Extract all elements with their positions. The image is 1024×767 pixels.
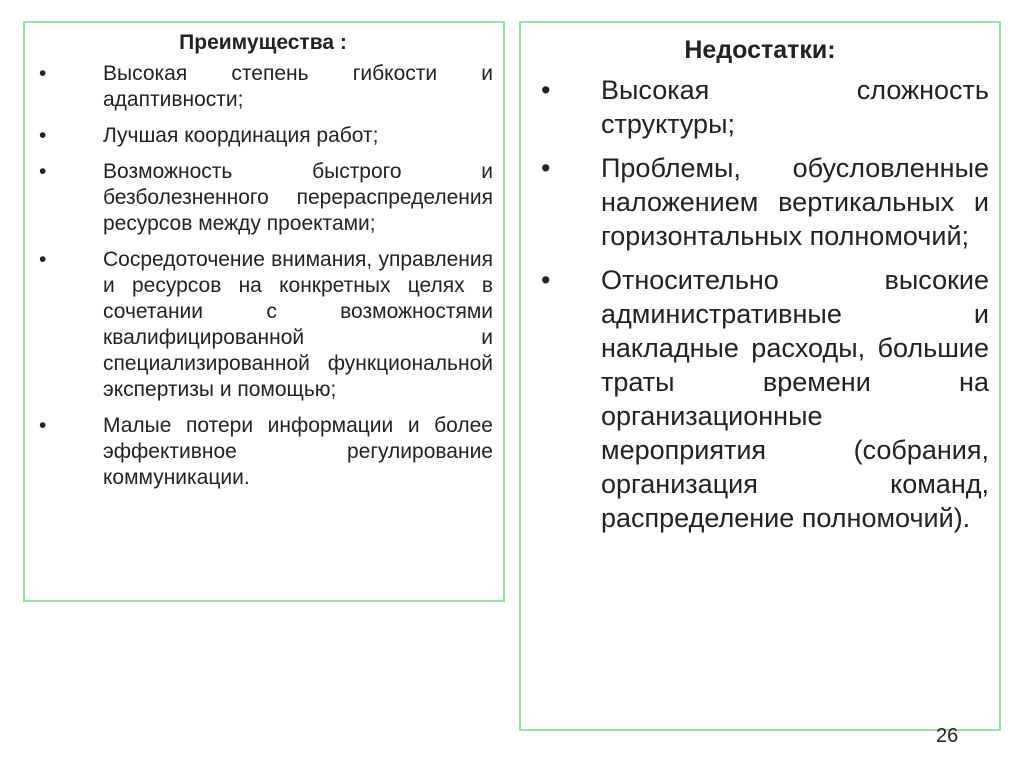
disadvantage-text: Проблемы, обусловленные наложением вертикальных и горизонтальных полномочий; (601, 153, 989, 251)
disadvantages-list (531, 73, 989, 535)
bullet-icon: • (39, 160, 47, 183)
list-item (33, 247, 493, 403)
advantage-text: Высокая степень гибкости и адаптивности; (103, 62, 493, 111)
bullet-icon: • (39, 414, 47, 437)
advantages-panel (23, 21, 505, 602)
bullet-icon: • (39, 124, 47, 147)
advantages-list (33, 61, 493, 491)
bullet-icon: • (541, 265, 551, 295)
advantage-text: Лучшая координация работ; (103, 124, 379, 147)
list-item (531, 73, 989, 141)
disadvantages-title: Недостатки: (684, 36, 836, 64)
bullet-icon: • (39, 248, 47, 271)
advantages-title: Преимущества : (179, 31, 347, 54)
list-item (531, 263, 989, 535)
bullet-icon: • (541, 75, 551, 105)
list-item (33, 61, 493, 113)
advantage-text: Возможность быстрого и безболезненного перераспределения ресурсов между проектами; (103, 160, 493, 235)
list-item (33, 413, 493, 491)
disadvantage-text: Высокая сложность структуры; (601, 75, 989, 139)
list-item (531, 151, 989, 253)
disadvantage-text: Относительно высокие административные и накладные расходы, большие траты времени на организационные мероприятия (собрания, организация команд, распределение полномочий). (601, 265, 989, 533)
page-number: 26 (936, 725, 959, 747)
advantage-text: Малые потери информации и более эффективное регулирование коммуникации. (103, 414, 493, 489)
disadvantages-panel (519, 21, 1001, 731)
bullet-icon: • (541, 153, 551, 183)
advantage-text: Сосредоточение внимания, управления и ресурсов на конкретных целях в сочетании с возможностями квалифицированной и специализированной функциональной экспертизы и помощью; (103, 248, 493, 401)
bullet-icon: • (39, 62, 47, 85)
list-item (33, 159, 493, 237)
list-item (33, 123, 493, 149)
